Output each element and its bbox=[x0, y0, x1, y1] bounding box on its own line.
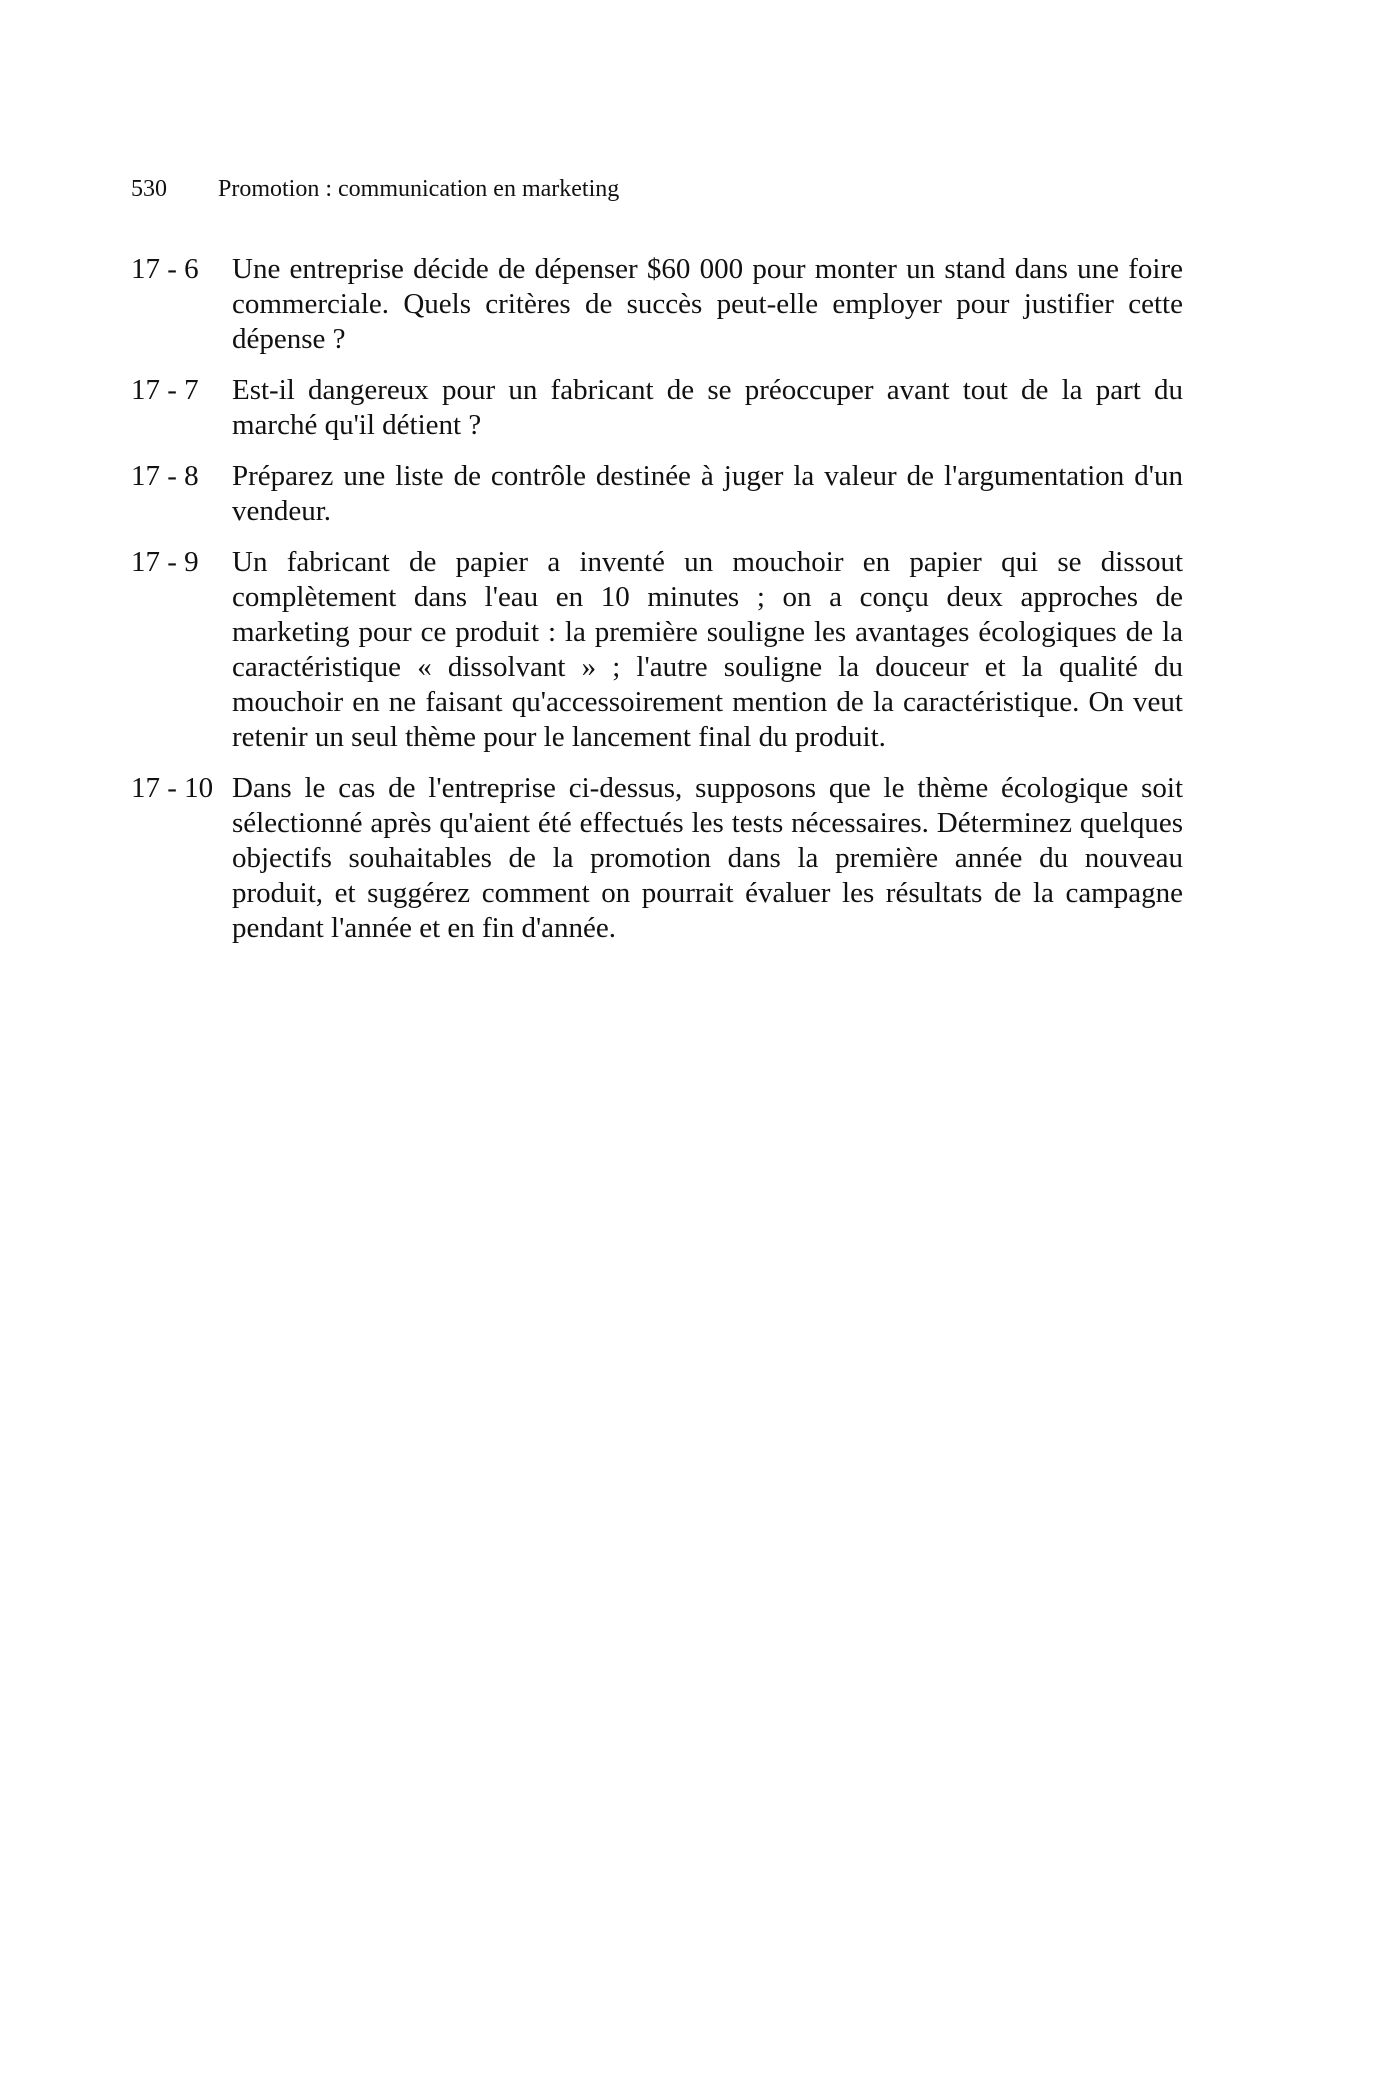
question-number: 17 - 7 bbox=[131, 374, 199, 406]
question-text: Préparez une liste de contrôle destinée à juger la valeur de l'argumentation d'un vendeur. bbox=[232, 460, 1183, 527]
running-title: Promotion : communication en marketing bbox=[218, 176, 620, 202]
question-list bbox=[131, 252, 1183, 962]
question-number: 17 - 9 bbox=[131, 546, 199, 578]
question-number: 17 - 6 bbox=[131, 253, 199, 285]
question-text: Est-il dangereux pour un fabricant de se préoccuper avant tout de la part du marché qu'il détient ? bbox=[232, 374, 1183, 441]
question-item bbox=[131, 545, 1183, 755]
question-text: Dans le cas de l'entreprise ci-dessus, supposons que le thème écologique soit sélectionné après qu'aient été effectués les tests nécessaires. Déterminez quelques objectifs souhaitables de la promotion dans la première année du nouveau produit, et suggérez comment on pourrait évaluer les résultats de la campagne pendant l'année et en fin d'année. bbox=[232, 772, 1183, 944]
question-item bbox=[131, 459, 1183, 529]
page-number: 530 bbox=[131, 176, 167, 202]
question-number: 17 - 8 bbox=[131, 460, 199, 492]
question-number: 17 - 10 bbox=[131, 772, 214, 804]
question-item bbox=[131, 771, 1183, 946]
question-item bbox=[131, 373, 1183, 443]
question-item bbox=[131, 252, 1183, 357]
running-header bbox=[131, 172, 619, 206]
question-text: Une entreprise décide de dépenser $60 000 pour monter un stand dans une foire commerciale. Quels critères de succès peut-elle employer pour justifier cette dépense ? bbox=[232, 253, 1183, 355]
question-text: Un fabricant de papier a inventé un mouchoir en papier qui se dissout complètement dans l'eau en 10 minutes ; on a conçu deux approches de marketing pour ce produit : la première souligne les avantages écologiques de la caractéristique « dissolvant » ; l'autre souligne la douceur et la qualité du mouchoir en ne faisant qu'accessoirement mention de la caractéristique. On veut retenir un seul thème pour le lancement final du produit. bbox=[232, 546, 1183, 753]
